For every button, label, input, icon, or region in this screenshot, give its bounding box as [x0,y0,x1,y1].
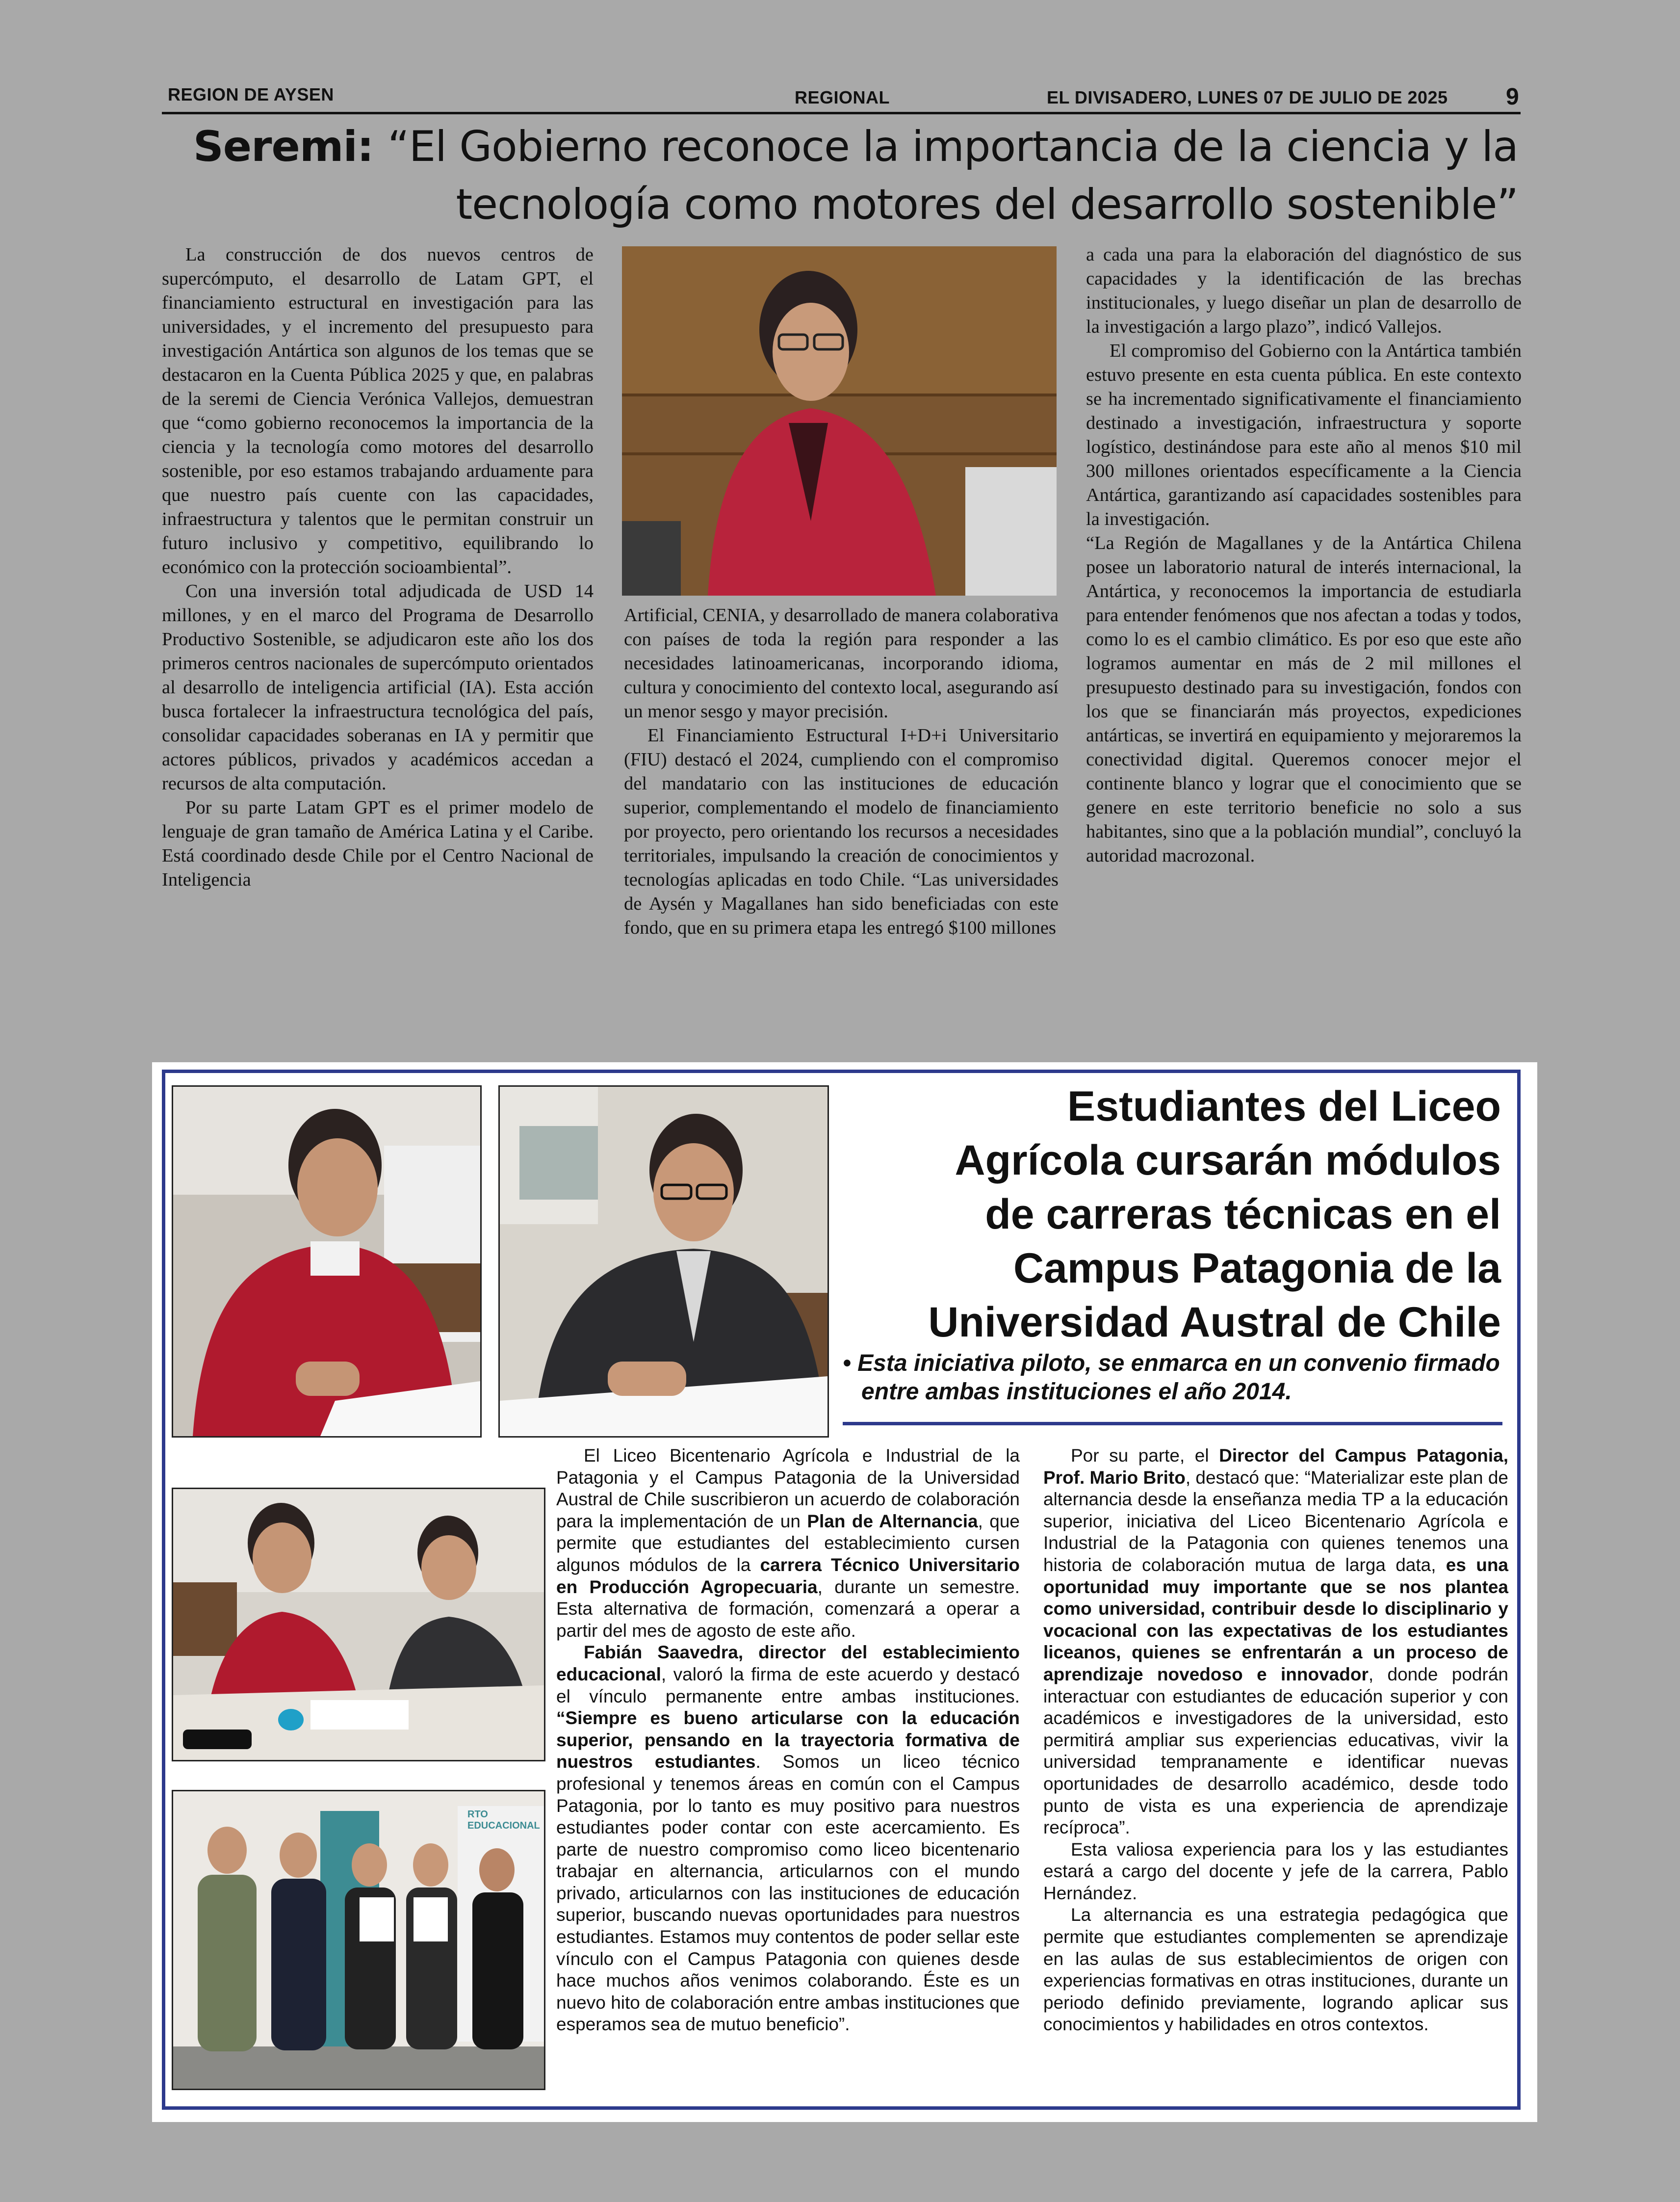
text-run-bold: Director del Campus Patagonia, Prof. Mario Brito [1043,1445,1509,1488]
article1-headline [162,118,1518,234]
headline-line: Campus Patagonia de la [1013,1245,1501,1292]
article2-subhead [843,1349,1515,1406]
text-run: , valoró la firma de este acuerdo y destacó el vínculo permanente entre ambas instituciones. [556,1664,1020,1706]
text-run: . Somos un liceo técnico profesional y tenemos áreas en común con el Campus Patagonia, por lo tanto es muy positivo para nuestros estudiantes poder contar con este acercamiento. Es parte de nuestro compromiso como liceo bicentenario trabajar en alternancia, articularnos con el mundo privado, articularnos con las instituciones de educación superior, buscando nuevas oportunidades para nuestros estudiantes. Estamos muy contentos de poder sellar este vínculo con el Campus Patagonia con quienes desde hace muchos años venimos colaborando. Éste es un nuevo hito de colaboración entre ambas instituciones que esperamos sea de mutuo beneficio”. [556,1752,1020,2035]
paragraph: El Financiamiento Estructural I+D+i Universitario (FIU) destacó el 2024, cumpliendo con el compromiso del mandatario con las instituciones de educación superior, complementando el modelo de financiamiento por proyecto, pero orientando los recursos a necesidades territoriales, impulsando la creación de conocimientos y tecnologías aplicadas en todo Chile. “Las universidades de Aysén y Magallanes han sido beneficiadas con este fondo, que en su primera etapa les entregó $100 millones [624,725,1059,938]
subhead-line1: • Esta iniciativa piloto, se enmarca en un convenio firmado [843,1350,1500,1376]
text-run: , que permite que estudiantes del establecimiento cursen algunos módulos de la [556,1511,1020,1575]
article2-headline [765,1079,1501,1349]
paragraph: Por su parte Latam GPT es el primer modelo de lenguaje de gran tamaño de América Latina y el Caribe. Está coordinado desde Chile por el Centro Nacional de Inteligencia [162,797,594,890]
paragraph: El compromiso del Gobierno con la Antártica también estuvo presente en esta cuenta pública. En este contexto se ha incrementado significativamente el financiamiento destinado a investigación, infraestructura y soporte logístico, destinándose para este año al menos $10 mil 300 millones orientados específicamente a la Ciencia Antártica, garantizando así capacidades sostenibles para la investigación. [1086,341,1522,529]
article1-column-3 [1086,243,1522,868]
text-run-bold: “Siempre es bueno articularse con la educación superior, pensando en la trayectoria formativa de nuestros estudiantes [556,1708,1020,1772]
headline-line: Agrícola cursarán módulos [955,1137,1501,1184]
text-run: , durante un semestre. Esta alternativa de formación, comenzará a operar a partir del mes de agosto de este año. [556,1576,1020,1641]
portrait-photo [622,246,1057,596]
headline-line: Estudiantes del Liceo [1067,1083,1501,1130]
text-run: , donde podrán interactuar con estudiantes de educación superior y con académicos e investigadores de la universidad, esto permitirá ampliar sus experiencias educativas, vivir la universidad tempranamente e identificar nuevas oportunidades de desarrollo académico, desde todo punto de vista es una experiencia de aprendizaje recíproca”. [1043,1664,1508,1838]
header-rule [162,112,1521,114]
banner-text: RTO EDUCACIONAL [467,1809,540,1831]
headline-line2: tecnología como motores del desarrollo sostenible” [456,180,1518,229]
text-run: Por su parte, el [1071,1445,1219,1466]
article1-column-2 [624,603,1059,940]
text-run-bold: Fabián Saavedra, director del establecimiento educacional [556,1642,1020,1684]
paragraph: Artificial, CENIA, y desarrollado de manera colaborativa con países de toda la región para responder a las necesidades latinoamericanas, incorporando idioma, cultura y conocimiento del contexto local, asegurando así un menor sesgo y mayor precisión. [624,605,1059,722]
page-number: 9 [1506,84,1520,110]
paragraph: Con una inversión total adjudicada de USD 14 millones, y en el marco del Programa de Desarrollo Productivo Sostenible, se adjudicaron este año los dos primeros centros nacionales de supercómputo orientados al desarrollo de inteligencia artificial (IA). Esta acción busca fortalecer la infraestructura tecnológica del país, consolidar capacidades soberanas en IA y permitir que actores públicos, privados y académicos accedan a recursos de alta computación. [162,581,594,794]
section-label-center: REGIONAL [795,87,890,107]
photo-signing-red-sweater [172,1085,482,1438]
subhead-rule [843,1422,1502,1425]
photo-group-five [172,1790,545,2090]
date-line: EL DIVISADERO, LUNES 07 DE JULIO DE 2025 [1047,87,1448,107]
headline-line1: “El Gobierno reconoce la importancia de la ciencia y la [388,122,1518,171]
paragraph: “La Región de Magallanes y de la Antártica Chilena posee un laboratorio natural de interés internacional, la Antártica, y reconocemos la importancia de estudiarla para entender fenómenos que nos afectan a todas y todos, como lo es el cambio climático. Es por eso que este año logramos aumentar en más de 2 mil millones el presupuesto destinado para su investigación, fondos con los que se financiarán más proyectos, expediciones antárticas, se invertirá en equipamiento y mejoraremos la conectividad digital. Queremos conocer mejor el continente blanco y lograr que el conocimiento que se genere en este territorio beneficie no solo a sus habitantes, sino que a la población mundial”, concluyó la autoridad macrozonal. [1086,533,1522,866]
section-label-left: REGION DE AYSEN [168,84,334,105]
article1-column-1 [162,243,594,892]
subhead-line2: entre ambas instituciones el año 2014. [861,1379,1292,1405]
text-run-bold: es una oportunidad muy importante que se nos plantea como universidad, contribuir desde lo disciplinario y vocacional con las expectativas de los estudiantes liceanos, quienes se enfrentarán a un proceso de aprendizaje novedoso e innovador [1043,1554,1508,1684]
paragraph [556,1642,1020,2036]
paragraph: a cada una para la elaboración del diagnóstico de sus capacidades y la identificación de las brechas institucionales, y luego diseñar un plan de desarrollo de la investigación a largo plazo”, indicó Vallejos. [1086,244,1522,337]
paragraph [556,1445,1020,1642]
article2-column-right [1043,1445,1508,2036]
text-run-bold: Plan de Alternancia [807,1511,978,1531]
paragraph: La alternancia es una estrategia pedagógica que permite que estudiantes complementen se aprendizaje en las aulas de sus establecimientos de origen con experiencias formativas en otras instituciones, durante un periodo definido previamente, logrando aplicar sus conocimientos y habilidades en otros contextos. [1043,1905,1508,2035]
article2-column-left [556,1445,1020,2036]
headline-line: de carreras técnicas en el [985,1191,1501,1238]
headline-prefix: Seremi: [193,122,374,171]
text-run: , destacó que: “Materializar este plan de alternancia desde la enseñanza media TP a la educación superior, iniciativa del Liceo Bicentenario Agrícola e Industrial de la Patagonia con quienes tenemos una historia de colaboración mutua de larga data, [1043,1467,1508,1575]
paragraph [1043,1445,1508,1839]
paragraph: Esta valiosa experiencia para los y las estudiantes estará a cargo del docente y jefe de la carrera, Pablo Hernández. [1043,1839,1508,1903]
paragraph: La construcción de dos nuevos centros de supercómputo, el desarrollo de Latam GPT, el financiamiento estructural en investigación para las universidades, y el incremento del presupuesto para investigación Antártica son algunos de los temas que se destacaron en la Cuenta Pública 2025 y que, en palabras de la seremi de Ciencia Verónica Vallejos, demuestran que “como gobierno reconocemos la importancia de la ciencia y la tecnología como motores del desarrollo sostenible, por eso estamos trabajando arduamente para que nuestro país cuente con las capacidades, infraestructura y talentos que le permitan construir un futuro inclusivo y competitivo, equilibrando lo económico con la protección socioambiental”. [162,244,594,577]
photo-two-men-table [172,1488,545,1761]
text-run-bold: carrera Técnico Universitario en Producción Agropecuaria [556,1554,1020,1597]
text-run: El Liceo Bicentenario Agrícola e Industrial de la Patagonia y el Campus Patagonia de la Universidad Austral de Chile suscribieron un acuerdo de colaboración para la implementación de un [556,1445,1020,1531]
headline-line: Universidad Austral de Chile [928,1299,1501,1346]
